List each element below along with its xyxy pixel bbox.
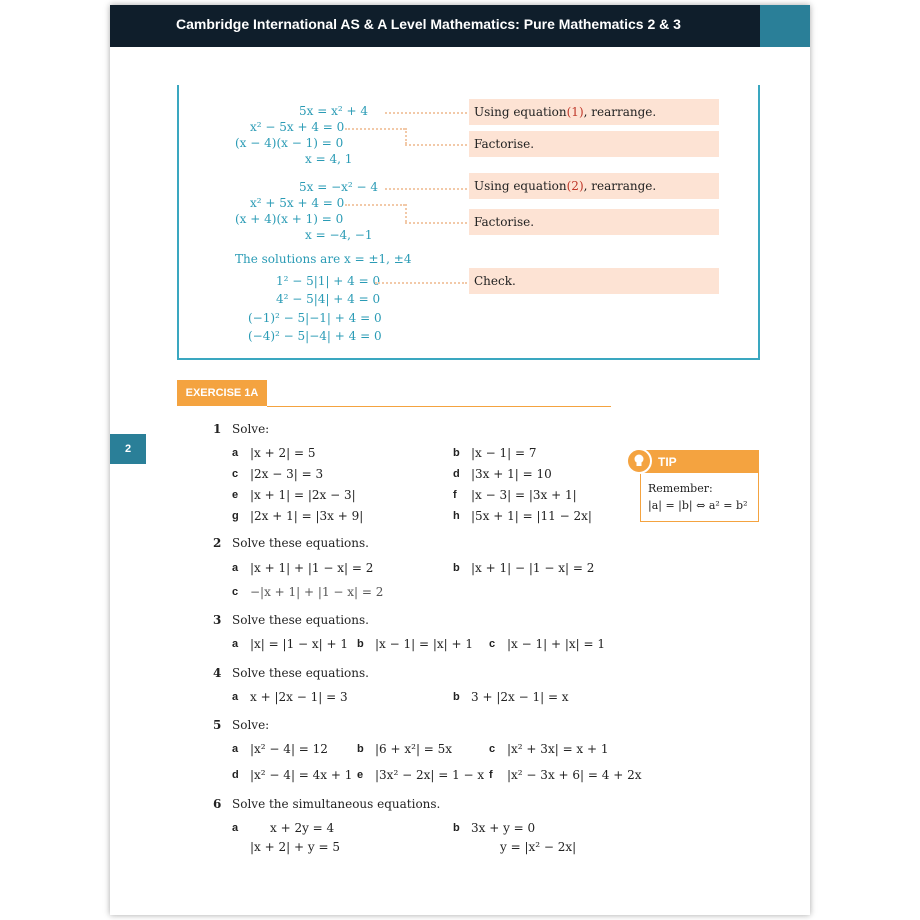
part-expression: |x² − 4| = 4x + 1 bbox=[250, 768, 353, 782]
leader-line bbox=[405, 204, 407, 222]
exercise-badge: EXERCISE 1A bbox=[177, 380, 267, 406]
part-expression: |x + 1| − |1 − x| = 2 bbox=[471, 561, 595, 575]
part-label: f bbox=[489, 769, 493, 781]
part-label: e bbox=[357, 769, 364, 781]
question-text: Solve these equations. bbox=[232, 536, 369, 550]
question-number: 3 bbox=[213, 613, 222, 627]
part-expression: y = |x² − 2x| bbox=[500, 840, 577, 854]
part-label: a bbox=[232, 562, 239, 574]
part-expression: x + 2y = 4 bbox=[270, 821, 335, 835]
part-expression: |x² + 3x| = x + 1 bbox=[507, 742, 609, 756]
question-text: Solve the simultaneous equations. bbox=[232, 797, 441, 811]
part-expression: |x² − 3x + 6| = 4 + 2x bbox=[507, 768, 642, 782]
part-label: a bbox=[232, 691, 239, 703]
check-line: (−4)² − 5|−4| + 4 = 0 bbox=[248, 329, 382, 343]
part-label: c bbox=[232, 586, 239, 598]
part-expression: |x + 2| = 5 bbox=[250, 446, 316, 460]
solutions-statement: The solutions are x = ±1, ±4 bbox=[235, 252, 412, 266]
equation-line: 5x = x² + 4 bbox=[299, 104, 368, 118]
check-line: 1² − 5|1| + 4 = 0 bbox=[276, 274, 381, 288]
equation-line: x² + 5x + 4 = 0 bbox=[250, 196, 345, 210]
equation-ref: (1) bbox=[566, 105, 584, 119]
part-label: c bbox=[489, 638, 496, 650]
part-label: d bbox=[232, 769, 239, 781]
question-text: Solve: bbox=[232, 718, 270, 732]
leader-line bbox=[375, 282, 467, 284]
lightbulb-icon bbox=[626, 448, 652, 474]
leader-line bbox=[345, 128, 405, 130]
page-header-title: Cambridge International AS & A Level Mathematics: Pure Mathematics 2 & 3 bbox=[176, 16, 681, 32]
part-expression: x + |2x − 1| = 3 bbox=[250, 690, 348, 704]
note-text: Factorise. bbox=[474, 137, 535, 151]
part-expression: |5x + 1| = |11 − 2x| bbox=[471, 509, 592, 523]
check-line: (−1)² − 5|−1| + 4 = 0 bbox=[248, 311, 382, 325]
tip-text: |a| = |b| ⇔ a² = b² bbox=[648, 499, 748, 512]
part-expression: |6 + x²| = 5x bbox=[375, 742, 453, 756]
annotation-note bbox=[469, 99, 719, 125]
equation-ref: (2) bbox=[566, 179, 584, 193]
tip-text: Remember: bbox=[648, 482, 713, 495]
annotation-note bbox=[469, 131, 719, 157]
equation-line: x = 4, 1 bbox=[305, 152, 353, 166]
check-line: 4² − 5|4| + 4 = 0 bbox=[276, 292, 381, 306]
part-label: h bbox=[453, 510, 460, 522]
part-label: b bbox=[453, 562, 460, 574]
part-label: b bbox=[357, 638, 364, 650]
part-expression: |x − 1| = |x| + 1 bbox=[375, 637, 474, 651]
part-label: b bbox=[453, 691, 460, 703]
equation-line: x² − 5x + 4 = 0 bbox=[250, 120, 345, 134]
part-expression: |x − 1| + |x| = 1 bbox=[507, 637, 606, 651]
part-label: f bbox=[453, 489, 457, 501]
tip-title: TIP bbox=[658, 455, 677, 469]
question-text: Solve these equations. bbox=[232, 666, 369, 680]
part-label: a bbox=[232, 447, 239, 459]
part-label: a bbox=[232, 638, 239, 650]
leader-line bbox=[405, 128, 407, 144]
part-expression: |3x² − 2x| = 1 − x bbox=[375, 768, 485, 782]
question-text: Solve these equations. bbox=[232, 613, 369, 627]
equation-line: (x + 4)(x + 1) = 0 bbox=[235, 212, 344, 226]
part-label: e bbox=[232, 489, 239, 501]
part-label: a bbox=[232, 743, 239, 755]
part-expression: |x − 3| = |3x + 1| bbox=[471, 488, 577, 502]
question-number: 5 bbox=[213, 718, 222, 732]
leader-line bbox=[405, 144, 467, 146]
part-label: b bbox=[453, 447, 460, 459]
question-number: 2 bbox=[213, 536, 222, 550]
question-text: Solve: bbox=[232, 422, 270, 436]
part-label: a bbox=[232, 822, 239, 834]
header-accent bbox=[760, 5, 810, 47]
part-expression: |2x − 3| = 3 bbox=[250, 467, 324, 481]
part-label: d bbox=[453, 468, 460, 480]
part-expression: |x + 2| + y = 5 bbox=[250, 840, 340, 854]
lightbulb-icon bbox=[633, 454, 645, 468]
question-number: 4 bbox=[213, 666, 222, 680]
part-expression: 3 + |2x − 1| = x bbox=[471, 690, 569, 704]
note-text: , rearrange. bbox=[583, 179, 657, 193]
note-text: Check. bbox=[474, 274, 516, 288]
leader-line bbox=[345, 204, 405, 206]
part-expression: |x² − 4| = 12 bbox=[250, 742, 328, 756]
part-expression: |x + 1| + |1 − x| = 2 bbox=[250, 561, 374, 575]
part-expression: |x| = |1 − x| + 1 bbox=[250, 637, 349, 651]
annotation-note bbox=[469, 173, 719, 199]
equation-line: x = −4, −1 bbox=[305, 228, 373, 242]
equation-line: 5x = −x² − 4 bbox=[299, 180, 379, 194]
part-label: c bbox=[232, 468, 239, 480]
note-text: Using equation bbox=[474, 179, 567, 193]
part-expression: 3x + y = 0 bbox=[471, 821, 536, 835]
leader-line bbox=[385, 188, 467, 190]
part-expression: |x − 1| = 7 bbox=[471, 446, 537, 460]
part-expression: |x + 1| = |2x − 3| bbox=[250, 488, 356, 502]
exercise-divider bbox=[267, 406, 611, 407]
annotation-note bbox=[469, 268, 719, 294]
question-number: 1 bbox=[213, 422, 222, 436]
part-label: b bbox=[357, 743, 364, 755]
page-number-tab: 2 bbox=[110, 434, 146, 464]
part-expression: |2x + 1| = |3x + 9| bbox=[250, 509, 364, 523]
annotation-note bbox=[469, 209, 719, 235]
part-expression: |3x + 1| = 10 bbox=[471, 467, 552, 481]
part-label: g bbox=[232, 510, 239, 522]
question-number: 6 bbox=[213, 797, 222, 811]
part-label: c bbox=[489, 743, 496, 755]
note-text: Using equation bbox=[474, 105, 567, 119]
leader-line bbox=[385, 112, 467, 114]
note-text: , rearrange. bbox=[583, 105, 657, 119]
note-text: Factorise. bbox=[474, 215, 535, 229]
part-label: b bbox=[453, 822, 460, 834]
leader-line bbox=[405, 222, 467, 224]
equation-line: (x − 4)(x − 1) = 0 bbox=[235, 136, 344, 150]
part-expression: −|x + 1| + |1 − x| = 2 bbox=[250, 585, 384, 599]
